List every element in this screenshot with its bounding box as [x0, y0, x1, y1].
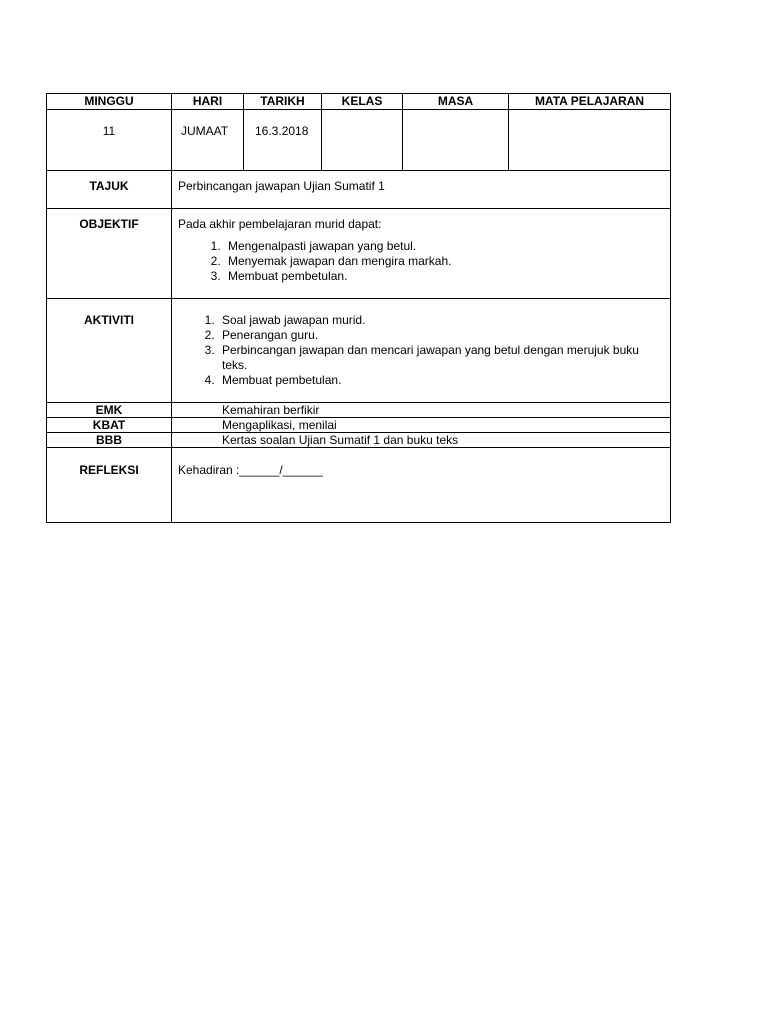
header-tarikh: TARIKH	[244, 94, 322, 110]
list-item: 3. Perbincangan jawapan dan mencari jawapan yang betul dengan merujuk buku teks.	[218, 343, 664, 373]
info-masa	[403, 110, 509, 171]
objektif-content	[172, 209, 671, 299]
info-hari: JUMAAT	[172, 110, 244, 171]
header-row	[47, 94, 671, 110]
info-tarikh: 16.3.2018	[244, 110, 322, 171]
bbb-label: BBB	[47, 433, 172, 448]
aktiviti-content	[172, 299, 671, 403]
bbb-value: Kertas soalan Ujian Sumatif 1 dan buku teks	[172, 433, 671, 448]
lesson-info-table	[46, 93, 671, 171]
aktiviti-label: AKTIVITI	[47, 299, 172, 403]
aktiviti-row	[47, 299, 671, 403]
kbat-value: Mengaplikasi, menilai	[172, 418, 671, 433]
tajuk-value: Perbincangan jawapan Ujian Sumatif 1	[172, 171, 671, 209]
list-item: 1. Soal jawab jawapan murid.	[218, 313, 664, 328]
list-item: 2. Menyemak jawapan dan mengira markah.	[224, 254, 664, 269]
refleksi-row	[47, 448, 671, 523]
list-item: 3. Membuat pembetulan.	[224, 269, 664, 284]
header-kelas: KELAS	[322, 94, 403, 110]
lesson-plan-sheet	[46, 93, 670, 523]
objektif-list	[178, 239, 664, 284]
refleksi-table	[46, 447, 671, 523]
tajuk-row	[47, 171, 671, 209]
bbb-row	[47, 433, 671, 448]
emk-value: Kemahiran berfikir	[172, 403, 671, 418]
list-item: 4. Membuat pembetulan.	[218, 373, 664, 388]
info-mata-pelajaran	[509, 110, 671, 171]
objektif-row	[47, 209, 671, 299]
tajuk-label: TAJUK	[47, 171, 172, 209]
objektif-label: OBJEKTIF	[47, 209, 172, 299]
resource-table	[46, 402, 671, 448]
emk-label: EMK	[47, 403, 172, 418]
aktiviti-list	[178, 313, 664, 388]
header-mata-pelajaran: MATA PELAJARAN	[509, 94, 671, 110]
kbat-row	[47, 418, 671, 433]
header-masa: MASA	[403, 94, 509, 110]
list-item: 2. Penerangan guru.	[218, 328, 664, 343]
info-row	[47, 110, 671, 171]
emk-row	[47, 403, 671, 418]
lesson-detail-table	[46, 170, 671, 403]
info-kelas	[322, 110, 403, 171]
refleksi-label: REFLEKSI	[47, 448, 172, 523]
objektif-intro: Pada akhir pembelajaran murid dapat:	[178, 217, 382, 231]
info-minggu: 11	[47, 110, 172, 171]
header-hari: HARI	[172, 94, 244, 110]
header-minggu: MINGGU	[47, 94, 172, 110]
list-item: 1. Mengenalpasti jawapan yang betul.	[224, 239, 664, 254]
kbat-label: KBAT	[47, 418, 172, 433]
refleksi-value: Kehadiran :______/______	[172, 448, 671, 523]
